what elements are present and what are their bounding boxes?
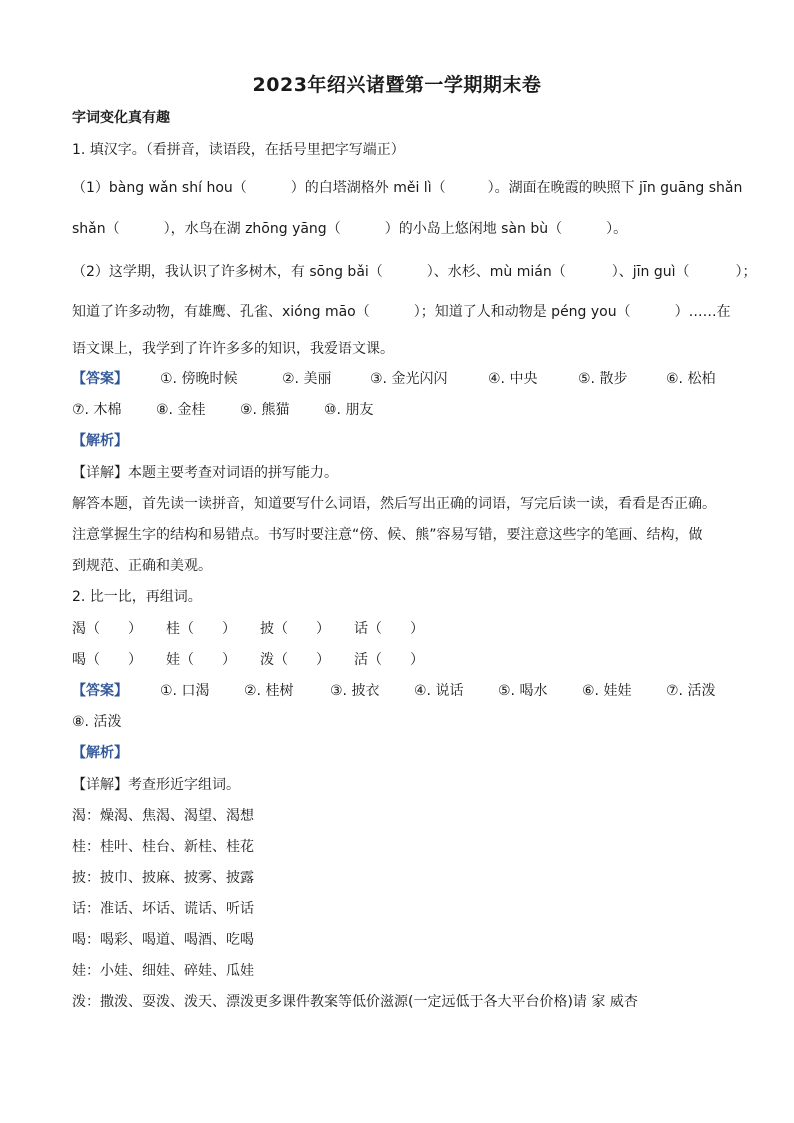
q2-row2-item: 泼（ — [260, 652, 288, 668]
q1-p2-line1-b: ）、水杉、mù mián（ — [426, 264, 566, 280]
q2-answer-5: ⑤. 喝水 — [498, 683, 548, 699]
q1-p1-line2-a: shǎn（ — [72, 221, 120, 237]
q2-word-line: 话：准话、坏话、谎话、听话 — [72, 901, 254, 917]
q2-word-line: 娃：小娃、细娃、碎娃、瓜娃 — [72, 963, 254, 979]
q2-row1-item: 渴（ — [72, 621, 100, 637]
q2-row2-item: 活（ — [354, 652, 382, 668]
q1-answer-6: ⑥. 松柏 — [666, 371, 716, 387]
q1-answer-1: ①. 傍晚时候 — [160, 371, 238, 387]
q2-row2-close: ） — [128, 652, 142, 668]
q2-answer-4: ④. 说话 — [414, 683, 464, 699]
q2-analysis-label: 【解析】 — [72, 745, 128, 761]
q2-row-1 — [72, 619, 424, 639]
q2-row2-item: 喝（ — [72, 652, 100, 668]
q2-detail: 【详解】考查形近字组词。 — [72, 777, 240, 793]
page-title: 2023年绍兴诸暨第一学期期末卷 — [252, 74, 542, 96]
q2-word-line: 桂：桂叶、桂台、新桂、桂花 — [72, 839, 254, 855]
q2-answer-2: ②. 桂树 — [244, 683, 294, 699]
q2-row1-close: ） — [410, 621, 424, 637]
q2-row1-item: 桂（ — [166, 621, 194, 637]
q2-row2-close: ） — [222, 652, 236, 668]
q2-row1-item: 话（ — [354, 621, 382, 637]
q1-p1-line1-b: ）的白塔湖格外 měi lì（ — [290, 180, 446, 196]
q2-word-line: 喝：喝彩、喝道、喝酒、吃喝 — [72, 932, 254, 948]
q2-row2-close: ） — [410, 652, 424, 668]
q1-p1-line1 — [72, 178, 742, 198]
q1-answer-3: ③. 金光闪闪 — [370, 371, 448, 387]
q2-row1-close: ） — [316, 621, 330, 637]
q1-p1-line2-c: ）的小岛上悠闲地 sàn bù（ — [384, 221, 563, 237]
section-heading: 字词变化真有趣 — [72, 110, 170, 126]
q2-row2-close: ） — [316, 652, 330, 668]
q1-analysis-label: 【解析】 — [72, 433, 128, 449]
q2-answer-label: 【答案】 — [72, 683, 128, 699]
q1-prompt: 1. 填汉字。（看拼音，读语段，在括号里把字写端正） — [72, 142, 405, 158]
q1-p2-line1-a: （2）这学期，我认识了许多树木，有 sōng bǎi（ — [72, 264, 383, 280]
q2-word-line: 泼：撒泼、耍泼、泼天、漂泼更多课件教案等低价滋源(一定远低于各大平台价格)请 家 威杏 — [72, 994, 638, 1010]
q2-answer-6: ⑥. 娃娃 — [582, 683, 632, 699]
q1-p2-line1-c: ）、jīn guì（ — [611, 264, 690, 280]
q1-answer-5: ⑤. 散步 — [578, 371, 628, 387]
q1-p1-line2-d: ）。 — [606, 221, 628, 237]
q1-p2-line2-a: 知道了许多动物，有雄鹰、孔雀、xióng māo（ — [72, 304, 370, 320]
q2-row2-item: 娃（ — [166, 652, 194, 668]
q1-p2-line1-d: ）； — [735, 264, 757, 280]
q2-word-line: 披：披巾、披麻、披雾、披露 — [72, 870, 254, 886]
q1-answer-2: ②. 美丽 — [282, 371, 332, 387]
q1-answer-4: ④. 中央 — [488, 371, 538, 387]
q2-row1-close: ） — [222, 621, 236, 637]
q2-prompt: 2. 比一比，再组词。 — [72, 589, 202, 605]
q2-answer-1: ①. 口渴 — [160, 683, 210, 699]
q1-p1-line1-a: （1）bàng wǎn shí hou（ — [72, 180, 247, 196]
q1-p2-line2-c: ）……在 — [674, 304, 731, 320]
q1-p1-line2-b: ），水鸟在湖 zhōng yāng（ — [163, 221, 341, 237]
q1-answer-7: ⑦. 木棉 — [72, 402, 122, 418]
q1-p2-line1 — [72, 262, 757, 282]
q1-detail: 【详解】本题主要考查对词语的拼写能力。 — [72, 465, 338, 481]
q1-answer-10: ⑩. 朋友 — [324, 402, 374, 418]
q1-answer-8: ⑧. 金桂 — [156, 402, 206, 418]
q1-p2-line2-b: ）；知道了人和动物是 péng you（ — [413, 304, 631, 320]
q2-answer-7: ⑦. 活泼 — [666, 683, 716, 699]
q2-answer-3: ③. 披衣 — [330, 683, 380, 699]
q2-word-line: 渴：燥渴、焦渴、渴望、渴想 — [72, 808, 254, 824]
q2-row-2 — [72, 650, 424, 670]
q1-p1-line2 — [72, 219, 627, 239]
q1-p2-line3: 语文课上，我学到了许许多多的知识，我爱语文课。 — [72, 341, 394, 357]
q1-p2-line2 — [72, 302, 731, 322]
q1-detail-2: 解答本题，首先读一读拼音，知道要写什么词语，然后写出正确的词语，写完后读一读，看看是否正确。 — [72, 496, 716, 512]
q2-answer-8: ⑧. 活泼 — [72, 714, 122, 730]
q1-answer-label: 【答案】 — [72, 371, 128, 387]
q2-row1-item: 披（ — [260, 621, 288, 637]
q1-p1-line1-c: ）。湖面在晚霞的映照下 jīn guāng shǎn — [487, 180, 743, 196]
q1-detail-3: 注意掌握生字的结构和易错点。书写时要注意“傍、候、熊”容易写错，要注意这些字的笔画、结构，做 — [72, 527, 703, 543]
q1-detail-4: 到规范、正确和美观。 — [72, 558, 212, 574]
q1-answer-9: ⑨. 熊猫 — [240, 402, 290, 418]
q2-row1-close: ） — [128, 621, 142, 637]
